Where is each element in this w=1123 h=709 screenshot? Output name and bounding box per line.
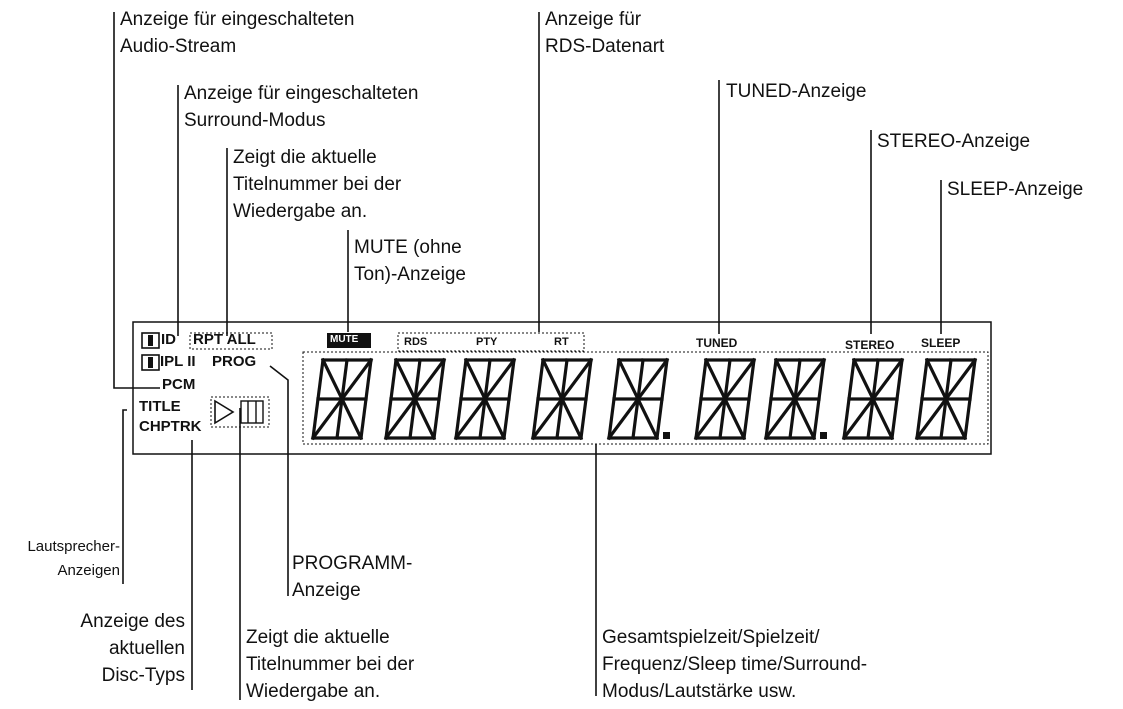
- segment-digit: [766, 360, 824, 438]
- stereo-label: STEREO: [845, 338, 895, 352]
- pause-icon: [241, 401, 263, 423]
- caption-disc-type: Anzeige des aktuellen Disc-Typs: [80, 611, 185, 686]
- digit-group: [313, 360, 975, 439]
- dolby-digital-label: ID: [161, 331, 176, 348]
- tuned-label: TUNED: [696, 336, 738, 350]
- rt-label: RT: [554, 336, 569, 348]
- prologic-label: IPL II: [160, 353, 196, 370]
- leader-audio-stream: [114, 12, 160, 388]
- segment-digit: [609, 360, 667, 438]
- segment-digit: [313, 360, 371, 438]
- leader-speakers: [123, 410, 127, 584]
- caption-audio-stream: Anzeige für eingeschalteten Audio-Stream: [120, 9, 355, 57]
- segment-digit: [917, 360, 975, 438]
- rds-label: RDS: [404, 336, 428, 348]
- segment-digit: [533, 360, 591, 438]
- segment-digit: [696, 360, 754, 438]
- repeat-all-label: RPT ALL: [193, 331, 256, 348]
- sleep-label: SLEEP: [921, 336, 961, 350]
- segment-digit: [386, 360, 444, 438]
- caption-sleep: SLEEP-Anzeige: [947, 179, 1084, 200]
- segment-digit: [844, 360, 902, 438]
- leader-program: [270, 366, 288, 596]
- caption-stereo: STEREO-Anzeige: [877, 131, 1031, 152]
- dolby-icon-marks: [148, 335, 153, 368]
- caption-surround-mode: Anzeige für eingeschalteten Surround-Modus: [184, 83, 419, 131]
- caption-tuned: TUNED-Anzeige: [726, 81, 867, 102]
- prog-label: PROG: [212, 353, 257, 370]
- pty-label: PTY: [476, 336, 498, 348]
- caption-program: PROGRAMM- Anzeige: [292, 553, 413, 601]
- caption-title-number-top: Zeigt die aktuelle Titelnummer bei der Wiedergabe an.: [233, 147, 402, 222]
- caption-mute: MUTE (ohne Ton)-Anzeige: [354, 237, 466, 285]
- decimal-point: [820, 432, 827, 439]
- caption-rds-type: Anzeige für RDS-Datenart: [545, 9, 665, 57]
- decimal-point: [663, 432, 670, 439]
- caption-title-number-bottom: Zeigt die aktuelle Titelnummer bei der Wiedergabe an.: [246, 627, 415, 702]
- title-label: TITLE: [139, 398, 181, 415]
- chptrk-label: CHPTRK: [139, 418, 202, 435]
- caption-speakers: Lautsprecher- Anzeigen: [27, 538, 120, 579]
- mute-label: MUTE: [330, 334, 359, 345]
- pcm-label: PCM: [162, 376, 196, 393]
- play-icon: [215, 401, 233, 423]
- segment-digit: [456, 360, 514, 438]
- caption-time-frequency: Gesamtspielzeit/Spielzeit/ Frequenz/Sleep time/Surround- Modus/Lautstärke usw.: [602, 627, 868, 702]
